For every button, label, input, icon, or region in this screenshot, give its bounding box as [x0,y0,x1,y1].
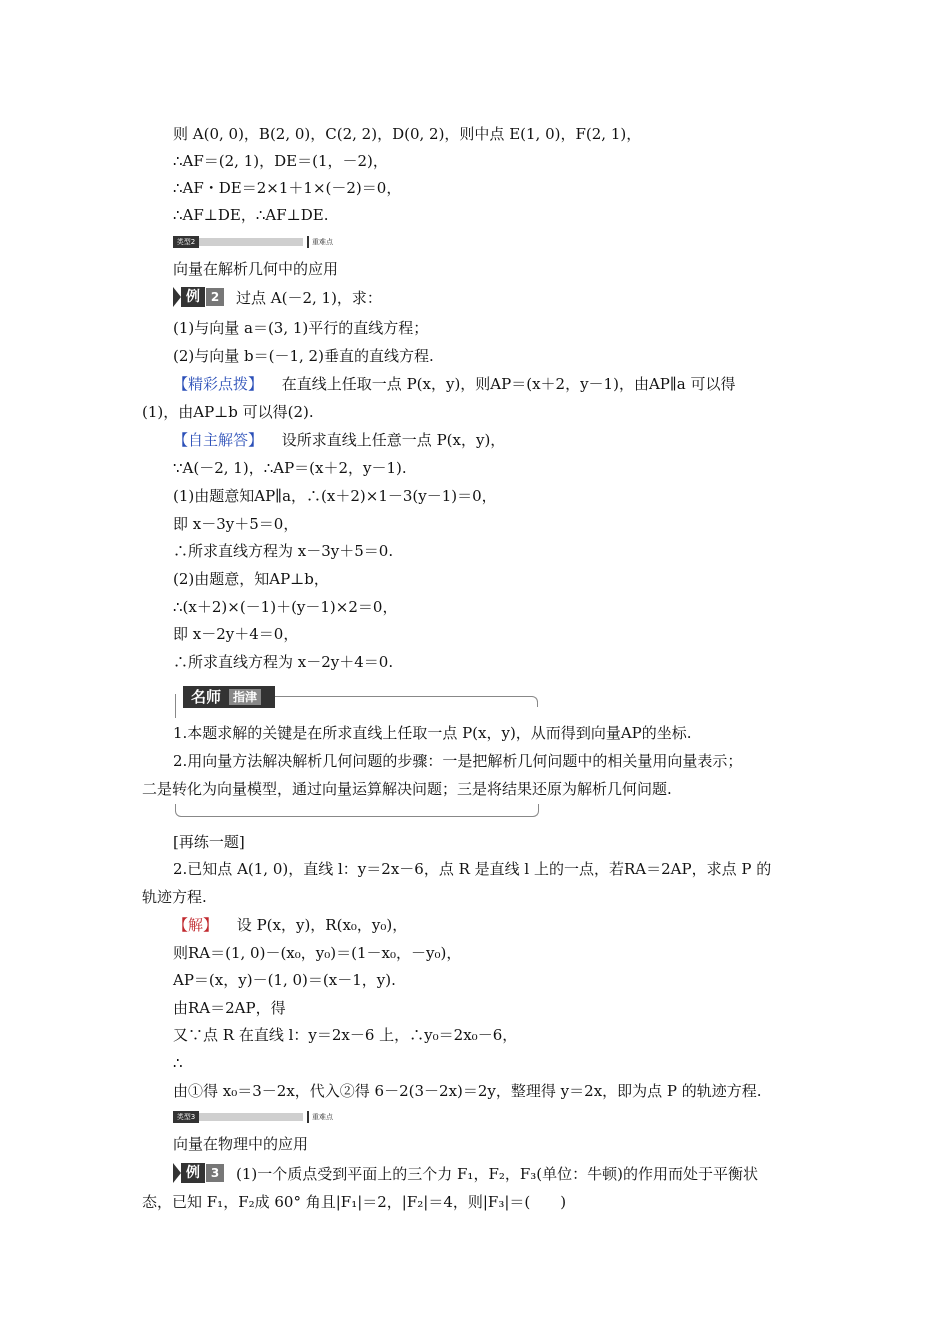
example-question: (1)一个质点受到平面上的三个力 F₁，F₂，F₃(单位：牛顿)的作用而处于平衡状 [236,1165,758,1183]
text-line: 2.已知点 A(1, 0)，直线 l：y＝2x－6，点 R 是直线 l 上的一点，若RA＝2AP，求点 P 的 [173,860,772,878]
badge-number: 2 [206,288,224,306]
section-tag: 类型2 [173,236,199,248]
text-line: 由RA＝2AP，得 [173,999,286,1017]
hint-label: 【精彩点拨】 [173,375,264,393]
example-badge-2 [173,287,227,307]
text-line: (2)与向量 b＝(－1, 2)垂直的直线方程. [173,347,434,365]
section-title: 向量在解析几何中的应用 [173,260,339,278]
text-line: ∴AF・DE＝2×1＋1×(－2)＝0， [173,179,402,197]
banner-mark [307,1111,309,1123]
text-line: 由①得 x₀＝3－2x，代入②得 6－2(3－2x)＝2y，整理得 y＝2x，即为点 P 的轨迹方程. [173,1082,762,1100]
text-line: ∴所求直线方程为 x－2y＋4＝0. [173,653,394,671]
tip-header [183,686,275,708]
section-title: 向量在物理中的应用 [173,1135,309,1153]
badge-word: 例 [181,287,205,307]
text-line: AP＝(x，y)－(1, 0)＝(x－1，y). [173,971,396,989]
text-line: (1)由题意知AP∥a，∴(x＋2)×1－3(y－1)＝0， [173,487,497,505]
tip-line: 1.本题求解的关键是在所求直线上任取一点 P(x，y)，从而得到向量AP的坐标. [173,724,692,742]
text-line: ∵A(－2, 1)，∴AP＝(x＋2，y－1). [173,459,407,477]
tip-rule [275,696,538,707]
text-line: (2)由题意，知AP⊥b， [173,570,329,588]
solution-text: 设所求直线上任意一点 P(x，y)， [281,431,506,449]
text-line: (1)与向量 a＝(3, 1)平行的直线方程； [173,319,429,337]
text-line: 则 A(0, 0)，B(2, 0)，C(2, 2)，D(0, 2)，则中点 E(1, 0)，F(2, 1)， [173,125,642,143]
text-line: 即 x－3y＋5＝0， [173,515,299,533]
text-line: ∴ [173,1054,183,1072]
banner-suffix: 重难点 [312,1113,333,1121]
text-line: 又∵点 R 在直线 l：y＝2x－6 上，∴y₀＝2x₀－6， [173,1026,518,1044]
text-line: 轨迹方程. [142,888,207,906]
badge-arrow [173,1163,181,1183]
banner-suffix: 重难点 [312,238,333,246]
solution-label: 【自主解答】 [173,431,264,449]
answer-label: 【解】 [173,916,219,934]
section-banner-type3 [173,1111,333,1123]
banner-bar [199,1113,303,1121]
tip-line: 二是转化为向量模型，通过向量运算解决问题；三是将结果还原为解析几何问题. [142,780,672,798]
tip-left-edge [175,694,184,718]
answer-text: 设 P(x，y)，R(x₀，y₀)， [236,916,408,934]
text-line: 则RA＝(1, 0)－(x₀，y₀)＝(1－x₀，－y₀)， [173,944,462,962]
hint-line [173,374,736,394]
tip-header-a: 名师 [191,688,222,706]
banner-mark [307,236,309,248]
practice-heading: [再练一题] [173,833,245,851]
tip-header-b: 指津 [229,689,261,705]
example-badge-3 [173,1163,227,1183]
text-line: ∴(x＋2)×(－1)＋(y－1)×2＝0， [173,598,398,616]
text-line: 态，已知 F₁，F₂成 60° 角且|F₁|＝2，|F₂|＝4，则|F₃|＝( ) [142,1193,567,1211]
text-line: ∴AF⊥DE，∴AF⊥DE. [173,206,329,224]
section-banner-type2 [173,236,333,248]
badge-number: 3 [206,1164,224,1182]
tip-line: 2.用向量方法解决解析几何问题的步骤：一是把解析几何问题中的相关量用向量表示； [173,752,743,770]
text-line: ∴AF＝(2, 1)，DE＝(1，－2)， [173,152,388,170]
text-line: 即 x－2y＋4＝0， [173,625,299,643]
badge-arrow [173,287,181,307]
answer-line [173,915,407,935]
text-line: ∴所求直线方程为 x－3y＋5＝0. [173,542,394,560]
tip-bottom-edge [175,804,539,817]
hint-text: 在直线上任取一点 P(x，y)，则AP＝(x＋2，y－1)，由AP∥a 可以得 [281,375,736,393]
text-line: (1)，由AP⊥b 可以得(2). [142,403,314,421]
banner-bar [199,238,303,246]
badge-word: 例 [181,1163,205,1183]
solution-line [173,430,505,450]
section-tag: 类型3 [173,1111,199,1123]
example-question: 过点 A(－2, 1)，求： [236,289,382,307]
